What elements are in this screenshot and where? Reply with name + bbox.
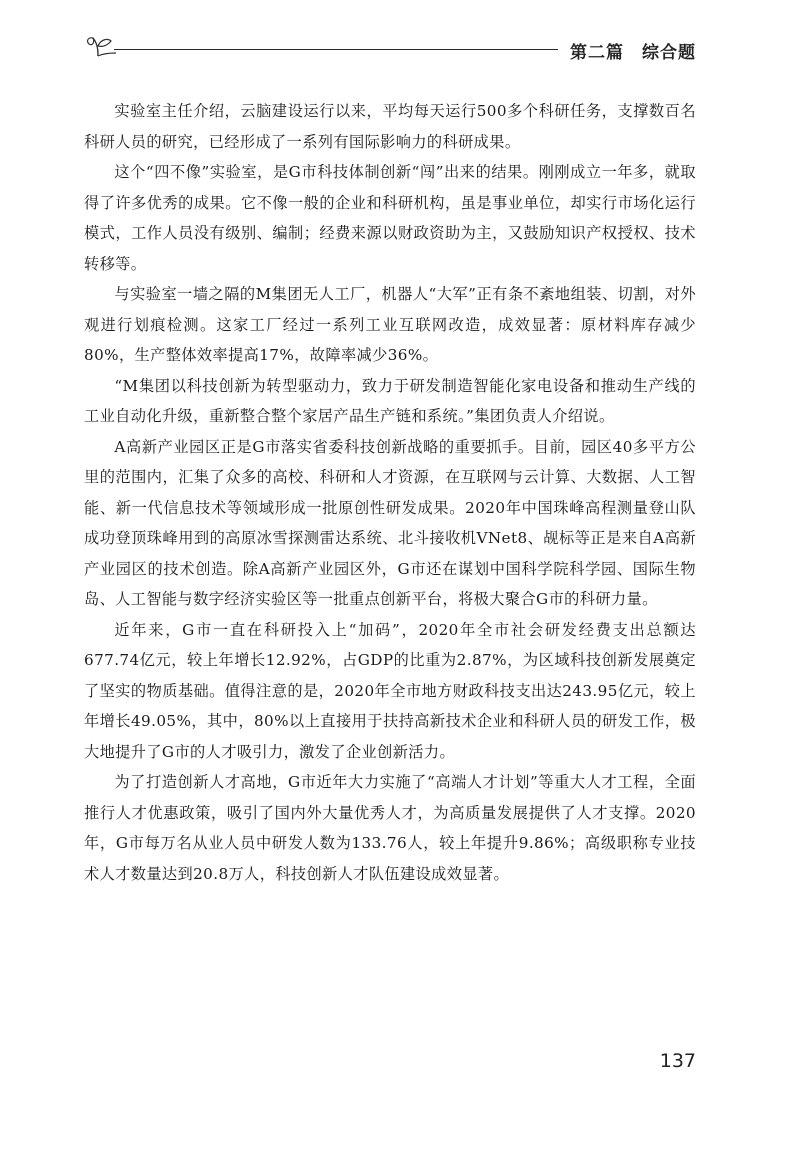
header-rule	[114, 49, 558, 50]
page-header	[84, 28, 696, 62]
leaf-sprout-icon	[84, 32, 118, 58]
paragraph: 近年来，G市一直在科研投入上“加码”，2020年全市社会研发经费支出总额达677.74亿元，较上年增长12.92%，占GDP的比重为2.87%，为区域科技创新发展奠定了坚实的物质基础。值得注意的是，2020年全市地方财政科技支出达243.95亿元，较上年增长49.05%，其中，80%以上直接用于扶持高新技术企业和科研人员的研发工作，极大地提升了G市的人才吸引力，激发了企业创新活力。	[84, 620, 696, 761]
paragraph: 这个“四不像”实验室，是G市科技体制创新“闯”出来的结果。刚刚成立一年多，就取得了许多优秀的成果。它不像一般的企业和科研机构，虽是事业单位，却实行市场化运行模式，工作人员没有级别、编制；经费来源以财政资助为主，又鼓励知识产权授权、技术转移等。	[84, 163, 696, 273]
page-number: 137	[659, 1050, 696, 1072]
paragraph: 实验室主任介绍，云脑建设运行以来，平均每天运行500多个科研任务，支撑数百名科研人员的研究，已经形成了一系列有国际影响力的科研成果。	[84, 102, 696, 151]
header-title	[570, 38, 696, 63]
paragraph: A高新产业园区正是G市落实省委科技创新战略的重要抓手。目前，园区40多平方公里的范围内，汇集了众多的高校、科研和人才资源，在互联网与云计算、大数据、人工智能、新一代信息技术等领域形成一批原创性研发成果。2020年中国珠峰高程测量登山队成功登顶珠峰用到的高原冰雪探测雷达系统、北斗接收机VNet8、觇标等正是来自A高新产业园区的技术创造。除A高新产业园区外，G市还在谋划中国科学院科学园、国际生物岛、人工智能与数字经济实验区等一批重点创新平台，将极大聚合G市的科研力量。	[84, 437, 696, 608]
page-body	[84, 96, 696, 889]
header-section: 综合题	[642, 43, 696, 63]
paragraph: “M集团以科技创新为转型驱动力，致力于研发制造智能化家电设备和推动生产线的工业自动化升级，重新整合整个家居产品生产链和系统。”集团负责人介绍说。	[84, 376, 696, 425]
paragraph: 为了打造创新人才高地，G市近年大力实施了“高端人才计划”等重大人才工程，全面推行人才优惠政策，吸引了国内外大量优秀人才，为高质量发展提供了人才支撑。2020年，G市每万名从业人员中研发人数为133.76人，较上年提升9.86%；高级职称专业技术人才数量达到20.8万人，科技创新人才队伍建设成效显著。	[84, 773, 696, 883]
paragraph: 与实验室一墙之隔的M集团无人工厂，机器人“大军”正有条不紊地组装、切割，对外观进行划痕检测。这家工厂经过一系列工业互联网改造，成效显著：原材料库存减少80%，生产整体效率提高17%，故障率减少36%。	[84, 285, 696, 364]
header-part: 第二篇	[570, 43, 624, 63]
